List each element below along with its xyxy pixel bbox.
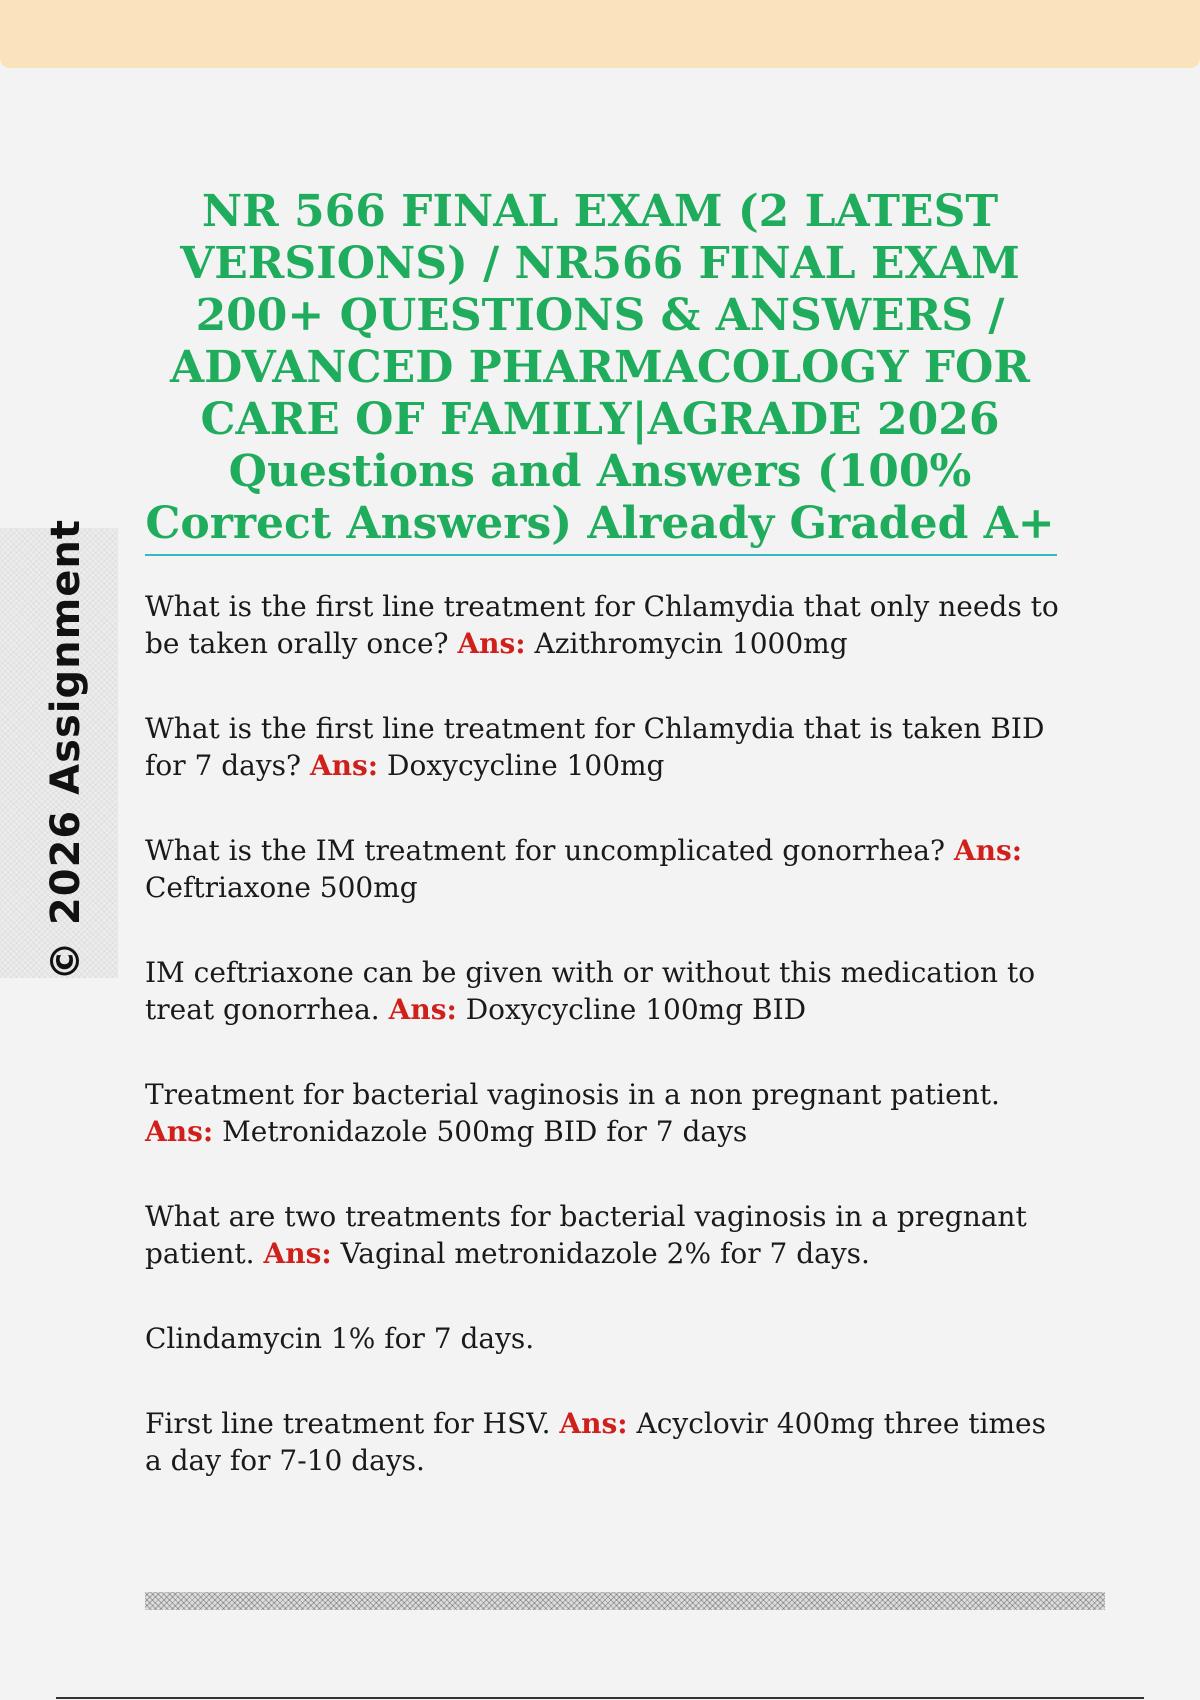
side-watermark: © 2026 Assignment	[43, 519, 89, 981]
answer-label: Ans:	[145, 1115, 214, 1148]
question-text: IM ceftriaxone can be given with or without this medication to treat gonorrhea.	[145, 956, 1036, 1026]
qa-list	[145, 588, 1060, 1527]
answer-text: Doxycycline 100mg BID	[465, 993, 807, 1026]
qa-item	[145, 1198, 1060, 1272]
answer-label: Ans:	[263, 1237, 332, 1270]
answer-text: Azithromycin 1000mg	[534, 627, 848, 660]
question-text: What is the first line treatment for Chlamydia that is taken BID for 7 days?	[145, 712, 1045, 782]
qa-item	[145, 1405, 1060, 1479]
qa-item	[145, 588, 1060, 662]
answer-label: Ans:	[309, 749, 379, 782]
qa-item	[145, 1076, 1060, 1150]
answer-label: Ans:	[388, 993, 457, 1026]
answer-text: Metronidazole 500mg BID for 7 days	[222, 1115, 748, 1148]
answer-label: Ans:	[953, 834, 1023, 867]
document-title: NR 566 FINAL EXAM (2 LATEST VERSIONS) / NR566 FINAL EXAM 200+ QUESTIONS & ANSWERS / ADVANCED PHARMACOLOGY FOR CARE OF FAMILY|AGRADE 2026 Questions and Answers (100% Correct Answers) Already Graded A+	[145, 186, 1055, 549]
question-text: First line treatment for HSV.	[145, 1407, 551, 1440]
answer-label: Ans:	[457, 627, 526, 660]
answer-text: Ceftriaxone 500mg	[145, 871, 418, 904]
answer-text: Doxycycline 100mg	[387, 749, 665, 782]
answer-label: Ans:	[559, 1407, 628, 1440]
question-text: Clindamycin 1% for 7 days.	[145, 1322, 535, 1355]
footer-divider	[56, 1697, 1144, 1699]
answer-text: Acyclovir 400mg three times a day for 7-10 days.	[145, 1407, 1046, 1477]
top-banner	[0, 0, 1200, 68]
qa-item	[145, 832, 1060, 906]
title-divider	[145, 554, 1057, 556]
question-text: Treatment for bacterial vaginosis in a non pregnant patient.	[145, 1078, 1000, 1111]
qa-item	[145, 954, 1060, 1028]
answer-text: Vaginal metronidazole 2% for 7 days.	[340, 1237, 870, 1270]
qa-item	[145, 1320, 1060, 1357]
question-text: What are two treatments for bacterial vaginosis in a pregnant patient.	[145, 1200, 1027, 1270]
qa-item	[145, 710, 1060, 784]
footer-hatch-bar	[145, 1592, 1105, 1610]
question-text: What is the IM treatment for uncomplicated gonorrhea?	[145, 834, 945, 867]
question-text: What is the first line treatment for Chlamydia that only needs to be taken orally once?	[145, 590, 1059, 660]
